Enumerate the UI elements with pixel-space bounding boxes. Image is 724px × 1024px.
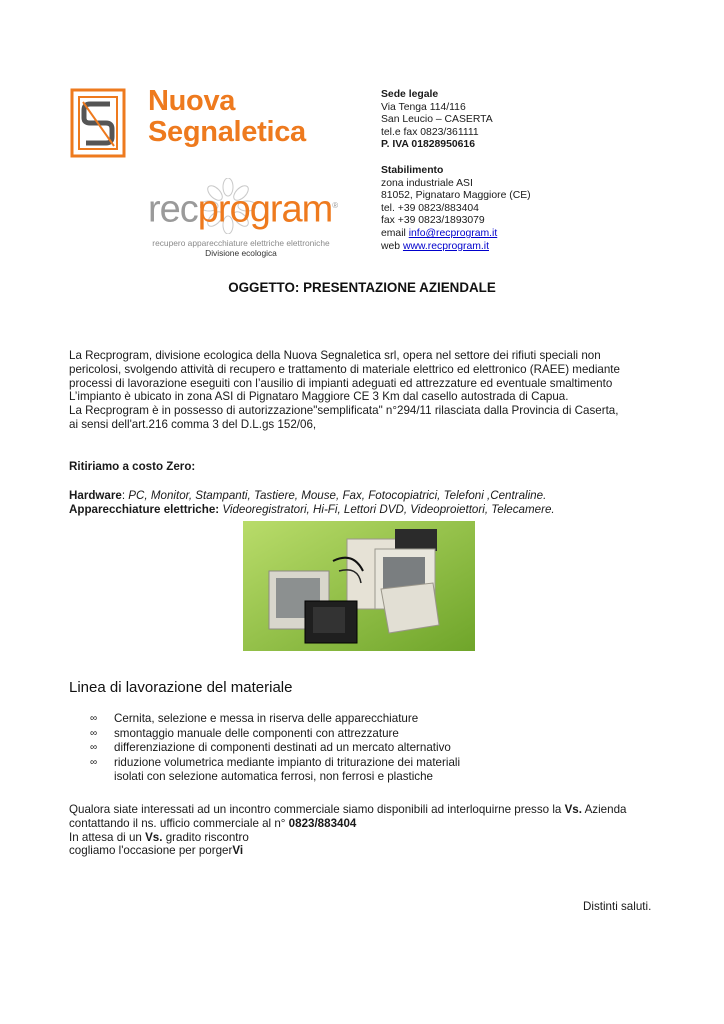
contact-text: In attesa di un: [69, 830, 146, 844]
intro-line: processi di lavorazione eseguiti con l’ausilio di impianti adeguati ed attrezzature ed eventuale smaltimento: [69, 376, 613, 390]
intro-paragraph: [69, 349, 669, 432]
contact-line: [69, 803, 689, 817]
sales-phone-number: 0823/883404: [288, 816, 357, 830]
contact-line: [69, 831, 689, 845]
contact-text: Azienda: [581, 803, 627, 816]
contact-text: Qualora siate interessati ad un incontro commerciale siamo disponibili ad interloquirne presso la: [69, 803, 565, 816]
intro-line: La Recprogram, divisione ecologica della Nuova Segnaletica srl, opera nel settore dei rifiuti speciali non: [69, 349, 601, 362]
recprogram-division: Divisione ecologica: [205, 248, 277, 258]
brand-name: [148, 86, 306, 148]
web-label: web: [381, 240, 403, 252]
infinity-bullet-icon: ∞: [90, 713, 98, 724]
intro-line: ai sensi dell'art.216 comma 3 del D.L.gs 152/06,: [69, 417, 317, 431]
hardware-sep: :: [121, 489, 129, 502]
recprogram-logo: [148, 186, 337, 230]
list-item: [90, 712, 550, 727]
electrical-items: Videoregistratori, Hi-Fi, Lettori DVD, Videoproiettori, Telecamere.: [219, 502, 555, 516]
brand-line-1: Nuova: [148, 85, 236, 117]
electrical-label: Apparecchiature elettriche:: [69, 502, 220, 516]
intro-line: L’impianto è ubicato in zona ASI di Pignataro Maggiore CE 3 Km dal casello autostrada di Capua.: [69, 390, 569, 404]
collect-title: Ritiriamo a costo Zero:: [69, 460, 196, 473]
legal-line-3: tel.e fax 0823/361111: [381, 126, 479, 138]
legal-title: Sede legale: [381, 89, 439, 100]
contact-text: cogliamo l'occasione per porger: [69, 844, 233, 858]
subject-heading: OGGETTO: PRESENTAZIONE AZIENDALE: [228, 280, 496, 295]
plant-line-3: tel. +39 0823/883404: [381, 202, 479, 214]
collect-list: [69, 489, 669, 517]
list-item-text: riduzione volumetrica mediante impianto di triturazione dei materiali: [114, 755, 461, 769]
contact-emphasis: Vi: [232, 844, 244, 858]
email-row: [381, 228, 531, 241]
plant-line-1: zona industriale ASI: [381, 177, 473, 189]
plant-line-2: 81052, Pignataro Maggiore (CE): [381, 190, 531, 202]
vat-number: P. IVA 01828950616: [381, 139, 475, 151]
logo-program-part: program: [197, 188, 333, 231]
contact-text: gradito riscontro: [162, 830, 249, 844]
legal-address: [381, 89, 493, 152]
contact-text: contattando il ns. ufficio commerciale al n°: [69, 816, 289, 830]
web-row: [381, 241, 531, 254]
list-item: [90, 727, 550, 742]
intro-line: pericolosi, svolgendo attività di recupero e trattamento di materiale elettrico ed elettronico (RAEE) mediante: [69, 362, 620, 376]
list-item-text: differenziazione di componenti destinati ad un mercato alternativo: [114, 741, 451, 755]
electronic-waste-photo: [243, 521, 475, 651]
process-list: [90, 712, 550, 785]
hardware-row: [69, 489, 669, 503]
hardware-label: Hardware: [69, 489, 122, 502]
brand-line-2: Segnaletica: [148, 116, 306, 148]
closing-salutation: Distinti saluti.: [583, 900, 652, 913]
email-label: email: [381, 227, 409, 239]
infinity-bullet-icon: ∞: [90, 742, 98, 754]
contact-line: [69, 817, 689, 831]
list-item-text: smontaggio manuale delle componenti con attrezzature: [114, 726, 399, 740]
plant-line-4: fax +39 0823/1893079: [381, 215, 485, 227]
registered-icon: ®: [332, 201, 338, 210]
contact-emphasis: Vs.: [564, 803, 582, 816]
email-link[interactable]: info@recprogram.it: [408, 227, 498, 239]
infinity-bullet-icon: ∞: [90, 756, 98, 768]
legal-line-1: Via Tenga 114/116: [381, 101, 466, 113]
website-link[interactable]: www.recprogram.it: [402, 240, 489, 252]
recprogram-tagline: recupero apparecchiature elettriche elettroniche: [152, 238, 330, 248]
plant-title: Stabilimento: [381, 165, 444, 176]
logo-rec-part: rec: [148, 188, 198, 231]
hardware-items: PC, Monitor, Stampanti, Tastiere, Mouse, Fax, Fotocopiatrici, Telefoni ,Centraline.: [128, 489, 547, 502]
list-item-text: Cernita, selezione e messa in riserva delle apparecchiature: [114, 712, 419, 725]
infinity-bullet-icon: ∞: [90, 727, 98, 739]
intro-line: La Recprogram è in possesso di autorizzazione"semplificata" n°294/11 rilasciata dalla Provincia di Caserta,: [69, 404, 619, 418]
contact-line: [69, 844, 689, 858]
contact-emphasis: Vs.: [145, 830, 163, 844]
list-item: [90, 756, 550, 785]
plant-address: [381, 165, 531, 253]
list-item-text: isolati con selezione automatica ferrosi, non ferrosi e plastiche: [114, 770, 433, 784]
process-heading: Linea di lavorazione del materiale: [69, 679, 293, 696]
list-item: [90, 741, 550, 756]
electrical-row: [69, 503, 669, 517]
contact-paragraph: [69, 803, 689, 858]
segnaletica-emblem-icon: [70, 88, 140, 160]
legal-line-2: San Leucio – CASERTA: [381, 114, 493, 126]
